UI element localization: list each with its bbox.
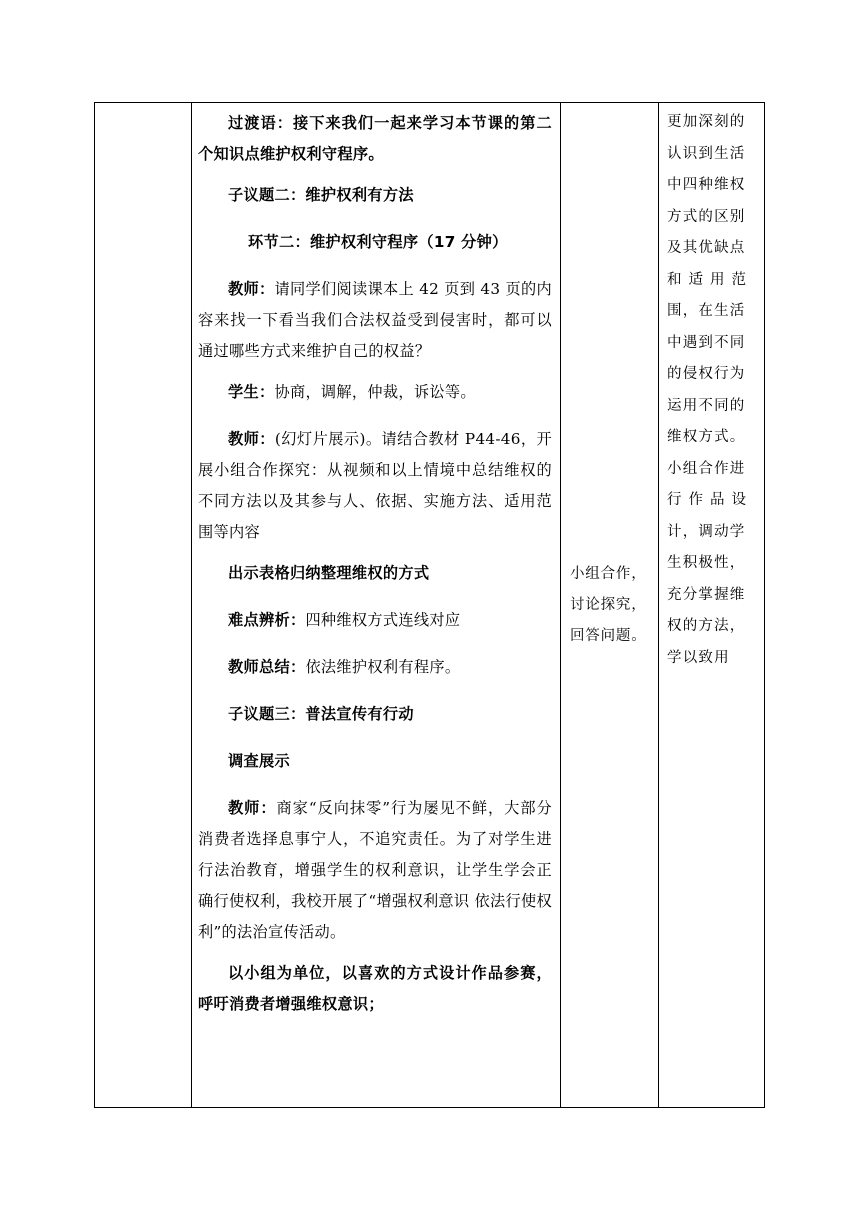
intent-line: 生积极性， [667, 555, 746, 571]
teacher-lead: 教师： [228, 280, 275, 298]
difficulty-text: 四种维权方式连线对应 [305, 611, 461, 629]
sub-topic-2-heading: 子议题二：维护权利有方法 [228, 186, 414, 204]
table-summary-heading: 出示表格归纳整理维权的方式 [228, 564, 430, 582]
intent-line: 维权方式。 [667, 429, 746, 445]
intent-line: 学以致用 [667, 649, 730, 666]
intent-line: 中四种维权 [667, 177, 746, 193]
teacher-summary-text: 依法维护权利有程序。 [305, 658, 461, 676]
teacher-question-paragraph [198, 274, 552, 367]
stage-cell-empty [95, 103, 192, 1108]
intent-line: 的侵权行为 [667, 366, 746, 382]
student-answer-text: 协商，调解，仲裁，诉讼等。 [274, 383, 476, 401]
student-activity-cell [561, 103, 659, 1108]
activity-line: 小组合作， [570, 565, 647, 582]
transition-text: 接下来我们一起来学习本节课的第二个知识点维护权利守程序。 [198, 114, 552, 163]
intent-line: 中遇到不同 [667, 334, 746, 351]
intent-line: 权的方法， [667, 618, 746, 634]
intent-line: 认识到生活 [667, 145, 746, 162]
teacher-slide-text: (幻灯片展示)。请结合教材 P44-46，开展小组合作探究：从视频和以上情境中总结维权的不同方法以及其参与人、依据、实施方法、适用范围等内容 [198, 430, 553, 541]
intent-line: 方式的区别 [667, 208, 746, 225]
intent-line: 小组合作进 [667, 460, 746, 477]
lesson-plan-table [94, 102, 765, 1108]
intent-line: 计，调动学 [667, 523, 746, 540]
difficulty-paragraph [198, 605, 552, 636]
teacher-activity-paragraph [198, 793, 552, 948]
activity-line: 讨论探究， [570, 596, 647, 613]
teacher-slide-paragraph [198, 424, 552, 548]
intent-line: 更加深刻的 [667, 114, 746, 130]
transition-paragraph [198, 108, 552, 170]
sub-topic-3-heading: 子议题三：普法宣传有行动 [228, 705, 414, 723]
teacher-summary-lead: 教师总结： [228, 658, 306, 676]
teaching-process-cell [192, 103, 561, 1108]
student-answer-paragraph [198, 377, 552, 408]
teacher-summary-paragraph [198, 652, 552, 683]
teacher-activity-text: 商家“反向抹零”行为屡见不鲜，大部分消费者选择息事宁人，不追究责任。为了对学生进行法治教育，增强学生的权利意识，让学生学会正确行使权利，我校开展了“增强权利意识 依法行使权利”的法治宣传活动。 [198, 799, 552, 941]
teacher-question-text: 请同学们阅读课本上 42 页到 43 页的内容来找一下看当我们合法权益受到侵害时，都可以通过哪些方式来维护自己的权益？ [198, 280, 552, 360]
activity-line: 回答问题。 [570, 627, 647, 644]
transition-lead: 过渡语： [228, 114, 293, 132]
survey-heading: 调查展示 [228, 752, 290, 770]
section-2-heading: 环节二：维护权利守程序（17 分钟） [248, 233, 508, 251]
intent-line: 运用不同的 [667, 397, 746, 414]
intent-line: 行 作 品 设 [667, 492, 748, 508]
intent-line: 围，在生活 [667, 303, 746, 319]
intent-line: 及其优缺点 [667, 240, 746, 256]
intent-line: 充分掌握维 [667, 586, 746, 603]
intent-line: 和 适 用 范 [667, 271, 748, 288]
student-lead: 学生： [228, 383, 275, 401]
teacher-lead: 教师： [228, 430, 275, 448]
difficulty-lead: 难点辨析： [228, 611, 306, 629]
design-intent-cell [659, 103, 765, 1108]
table-row [95, 103, 765, 1108]
teacher-lead: 教师： [228, 799, 277, 817]
group-task-paragraph: 以小组为单位，以喜欢的方式设计作品参赛，呼吁消费者增强维权意识； [198, 964, 552, 1013]
